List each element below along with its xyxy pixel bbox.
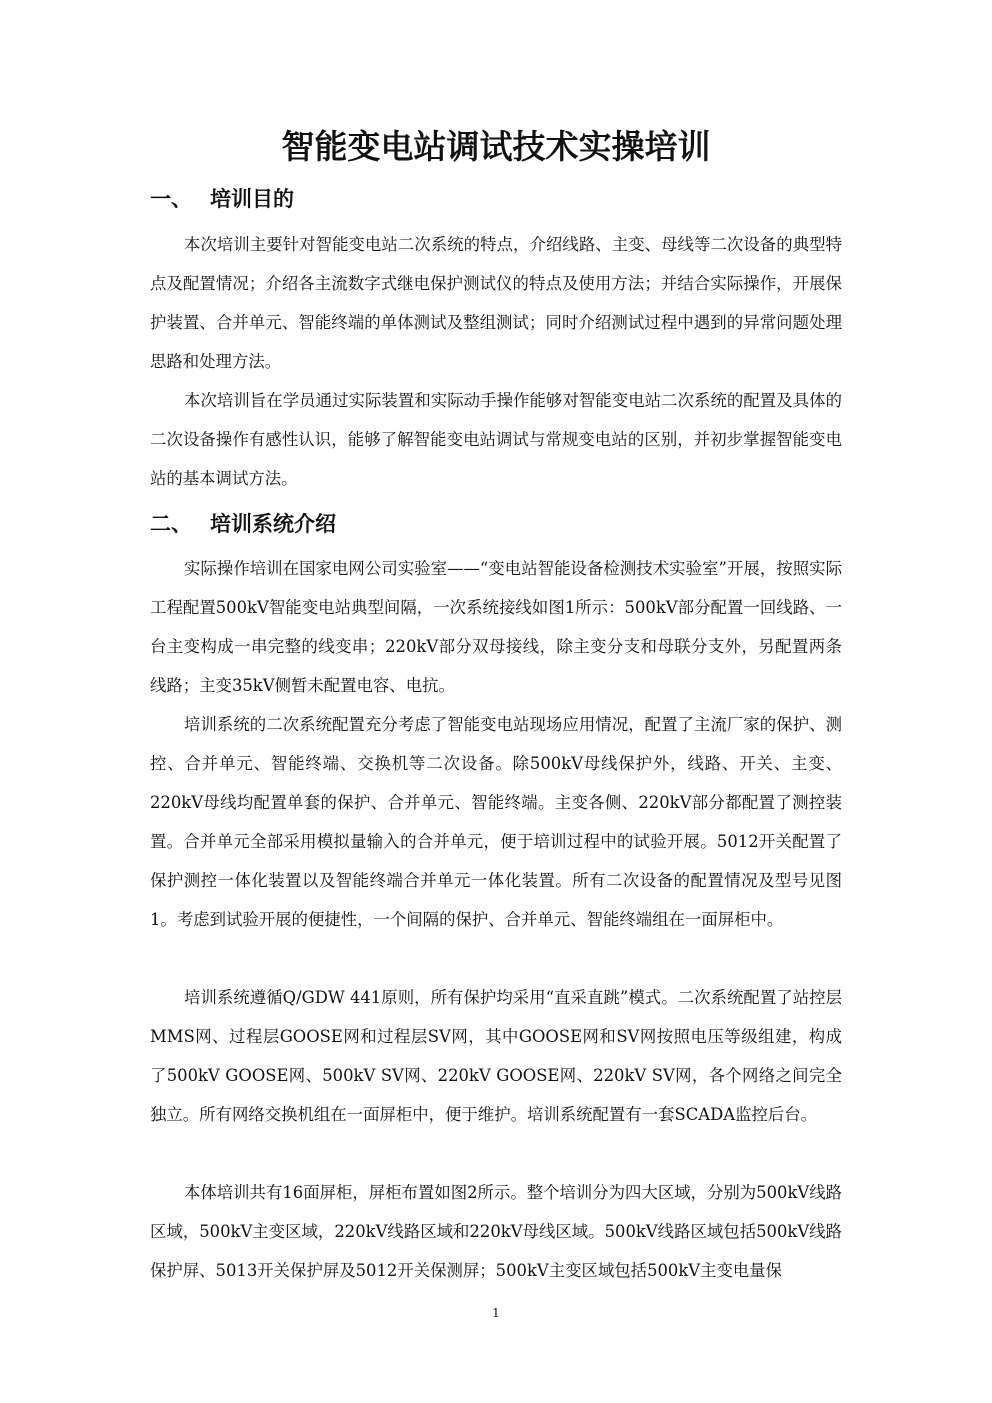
section-heading-system xyxy=(150,509,336,539)
document-title: 智能变电站调试技术实操培训 xyxy=(281,127,711,166)
section-number: 一、 xyxy=(150,187,192,211)
paragraph: 本次培训旨在学员通过实际装置和实际动手操作能够对智能变电站二次系统的配置及具体的二次设备操作有感性认识，能够了解智能变电站调试与常规变电站的区别，并初步掌握智能变电站的基本调试方法。 xyxy=(150,391,842,488)
page-number: 1 xyxy=(492,1306,500,1320)
paragraph: 本次培训主要针对智能变电站二次系统的特点，介绍线路、主变、母线等二次设备的典型特点及配置情况；介绍各主流数字式继电保护测试仪的特点及使用方法；并结合实际操作，开展保护装置、合并单元、智能终端的单体测试及整组测试；同时介绍测试过程中遇到的异常问题处理思路和处理方法。 xyxy=(150,235,842,371)
paragraph: 培训系统遵循Q/GDW 441原则，所有保护均采用“直采直跳”模式。二次系统配置了站控层MMS网、过程层GOOSE网和过程层SV网，其中GOOSE网和SV网按照电压等级组建，构成了500kV GOOSE网、500kV SV网、220kV GOOSE网、220kV SV网，各个网络之间完全独立。所有网络交换机组在一面屏柜中，便于维护。培训系统配置有一套SCADA监控后台。 xyxy=(150,988,842,1124)
section-heading-purpose xyxy=(150,184,294,214)
section-heading-text: 培训目的 xyxy=(210,187,294,211)
paragraph: 实际操作培训在国家电网公司实验室——“变电站智能设备检测技术实验室”开展，按照实际工程配置500kV智能变电站典型间隔，一次系统接线如图1所示：500kV部分配置一回线路、一台主变构成一串完整的线变串；220kV部分双母接线，除主变分支和母联分支外，另配置两条线路；主变35kV侧暂未配置电容、电抗。 xyxy=(150,559,842,695)
section-heading-text: 培训系统介绍 xyxy=(210,512,336,536)
section-number: 二、 xyxy=(150,512,192,536)
paragraph: 培训系统的二次系统配置充分考虑了智能变电站现场应用情况，配置了主流厂家的保护、测控、合并单元、智能终端、交换机等二次设备。除500kV母线保护外，线路、开关、主变、220kV母线均配置单套的保护、合并单元、智能终端。主变各侧、220kV部分都配置了测控装置。合并单元全部采用模拟量输入的合并单元，便于培训过程中的试验开展。5012开关配置了保护测控一体化装置以及智能终端合并单元一体化装置。所有二次设备的配置情况及型号见图1。考虑到试验开展的便捷性，一个间隔的保护、合并单元、智能终端组在一面屏柜中。 xyxy=(150,715,842,929)
paragraph: 本体培训共有16面屏柜，屏柜布置如图2所示。整个培训分为四大区域，分别为500kV线路区域，500kV主变区域，220kV线路区域和220kV母线区域。500kV线路区域包括500kV线路保护屏、5013开关保护屏及5012开关保测屏；500kV主变区域包括500kV主变电量保 xyxy=(150,1183,843,1280)
